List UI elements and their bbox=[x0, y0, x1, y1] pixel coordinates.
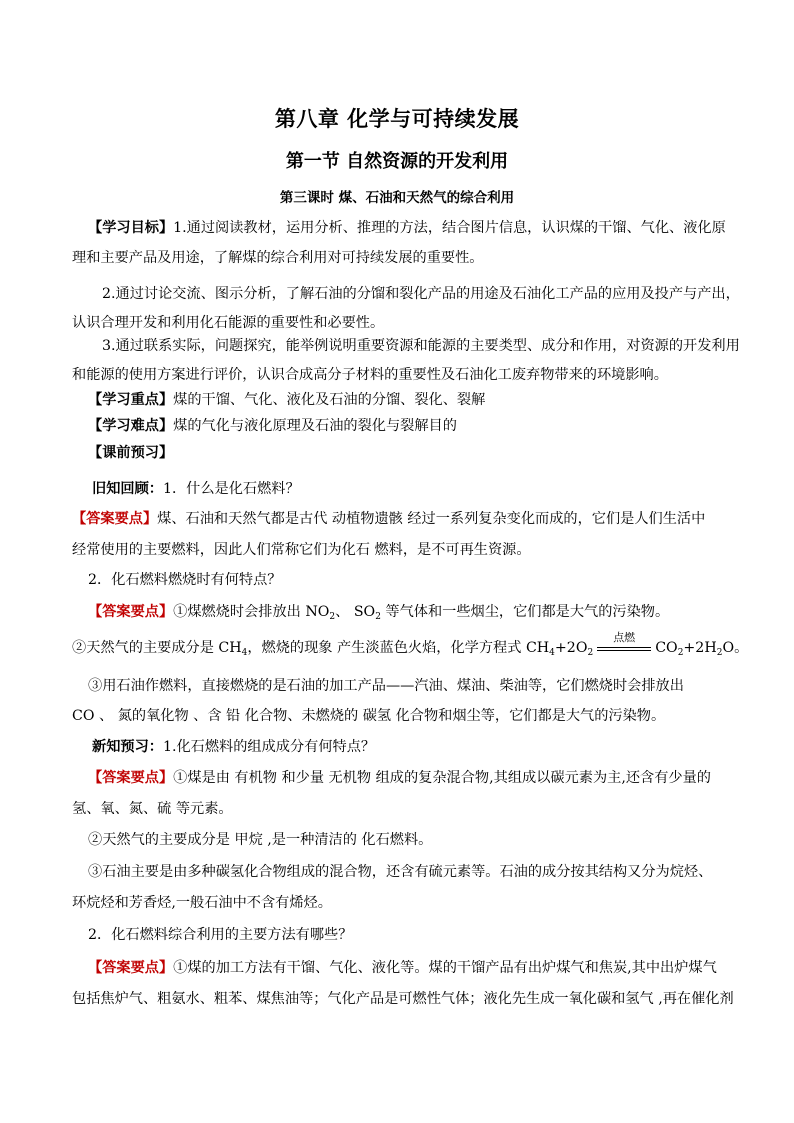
text-span: 、 SO bbox=[335, 604, 376, 620]
answer-label: 【答案要点】 bbox=[88, 770, 174, 786]
review-q1 bbox=[92, 479, 752, 499]
subscript: 2 bbox=[716, 648, 723, 658]
difficult-text: 煤的气化与液化原理及石油的裂化与裂解目的 bbox=[173, 418, 457, 434]
objectives-line-6: 和能源的使用方案进行评价，认识合成高分子材料的重要性及石油化工废弃物带来的环境影响。 bbox=[72, 367, 668, 383]
newknow-a3-line-1: ③石油主要是由多种碳氢化合物组成的混合物，还含有硫元素等。石油的成分按其结构又分为烷烃、 bbox=[88, 864, 713, 880]
review-a1-line-1 bbox=[72, 509, 732, 529]
newknow-a1-text: ①煤是由 有机物 和少量 无机物 组成的复杂混合物,其组成以碳元素为主,还含有少量的 bbox=[173, 770, 711, 786]
preview-heading: 【课前预习】 bbox=[88, 445, 174, 461]
subscript: 2 bbox=[375, 612, 381, 622]
text-span: ②天然气的主要成分是 CH bbox=[72, 640, 242, 656]
review-q2: 2．化石燃料燃烧时有何特点？ bbox=[88, 572, 282, 588]
text-span: O。 bbox=[722, 640, 749, 656]
newknow-a1-line-1 bbox=[88, 768, 748, 788]
difficult-points bbox=[88, 416, 748, 436]
objectives-line-1 bbox=[88, 218, 748, 238]
answer-label: 【答案要点】 bbox=[72, 511, 158, 527]
objectives-line-3: 2.通过讨论交流、图示分析，了解石油的分馏和裂化产品的用途及石油化工产品的应用及投产与产出， bbox=[102, 286, 740, 302]
newknow-a4-line-2: 包括焦炉气、粗氨水、粗苯、煤焦油等；气化产品是可燃性气体；液化先生成一氧化碳和氢气 ,再在催化剂 bbox=[72, 991, 734, 1007]
answer-label: 【答案要点】 bbox=[88, 960, 174, 976]
newknow-q2: 2．化石燃料综合利用的主要方法有哪些？ bbox=[88, 927, 353, 943]
objectives-line-5: 3.通过联系实际，问题探究，能举例说明重要资源和能源的主要类型、成分和作用，对资源的开发利用 bbox=[102, 338, 740, 354]
text-span: ，燃烧的现象 产生淡蓝色火焰，化学方程式 CH bbox=[247, 640, 550, 656]
objectives-line-2: 理和主要产品及用途，了解煤的综合利用对可持续发展的重要性。 bbox=[72, 250, 484, 266]
difficult-label: 【学习难点】 bbox=[88, 418, 174, 434]
review-a2-line-1 bbox=[88, 602, 748, 622]
subscript: 4 bbox=[241, 648, 248, 658]
review-a2-line-3: ③用石油作燃料，直接燃烧的是石油的加工产品——汽油、煤油、柴油等，它们燃烧时会排放出 bbox=[88, 678, 684, 694]
text-span: CO bbox=[655, 640, 678, 656]
section-title: 第一节 自然资源的开发利用 bbox=[285, 151, 509, 172]
reaction-arrow-icon bbox=[595, 631, 653, 656]
text-span: +2H bbox=[683, 640, 717, 656]
text-span: ①煤燃烧时会排放出 NO bbox=[173, 604, 330, 620]
key-label: 【学习重点】 bbox=[88, 392, 174, 408]
newknow-label: 新知预习： bbox=[92, 739, 163, 755]
key-text: 煤的干馏、气化、液化及石油的分馏、裂化、裂解 bbox=[173, 392, 486, 408]
objectives-line-4: 认识合理开发和利用化石能源的重要性和必要性。 bbox=[72, 315, 385, 331]
key-points bbox=[88, 390, 748, 410]
subscript: 2 bbox=[587, 648, 594, 658]
lesson-title: 第三课时 煤、石油和天然气的综合利用 bbox=[279, 190, 515, 206]
objectives-label: 【学习目标】 bbox=[88, 220, 174, 236]
review-a1-text: 煤、石油和天然气都是古代 动植物遗骸 经过一系列复杂变化而成的，它们是人们生活中 bbox=[157, 511, 706, 527]
newknow-a4-line-1 bbox=[88, 958, 748, 978]
newknow-a4-text: ①煤的加工方法有干馏、气化、液化等。煤的干馏产品有出炉煤气和焦炭,其中出炉煤气 bbox=[173, 960, 717, 976]
text-span: 等气体和一些烟尘，它们都是大气的污染物。 bbox=[380, 604, 670, 620]
review-a2-line-2 bbox=[72, 631, 749, 658]
arrow-line bbox=[597, 647, 651, 648]
chapter-title: 第八章 化学与可持续发展 bbox=[274, 106, 520, 131]
newknow-q1-text: 1.化石燃料的组成成分有何特点？ bbox=[162, 739, 376, 755]
reaction-condition: 点燃 bbox=[613, 631, 636, 644]
answer-label: 【答案要点】 bbox=[88, 604, 174, 620]
review-a1-line-2: 经常使用的主要燃料，因此人们常称它们为化石 燃料，是不可再生资源。 bbox=[72, 542, 531, 558]
review-label: 旧知回顾： bbox=[92, 481, 163, 497]
newknow-a1-line-2: 氢、氧、氮、硫 等元素。 bbox=[72, 801, 233, 817]
newknow-a3-line-2: 环烷烃和芳香烃,一般石油中不含有烯烃。 bbox=[72, 895, 332, 911]
subscript: 2 bbox=[677, 648, 684, 658]
text-span: +2O bbox=[554, 640, 588, 656]
review-a2-line-4: CO 、 氮的氧化物 、含 铅 化合物、未燃烧的 碳氢 化合物和烟尘等，它们都是大气的污染物。 bbox=[72, 708, 666, 724]
newknow-a2: ②天然气的主要成分是 甲烷 ,是一种清洁的 化石燃料。 bbox=[88, 832, 433, 848]
newknow-q1 bbox=[92, 737, 752, 757]
subscript: 2 bbox=[329, 612, 336, 622]
review-q1-text: 1．什么是化石燃料？ bbox=[162, 481, 300, 497]
arrow-line bbox=[597, 650, 651, 651]
objectives-text: 1.通过阅读教材，运用分析、推理的方法，结合图片信息，认识煤的干馏、气化、液化原 bbox=[173, 220, 726, 236]
subscript: 4 bbox=[549, 648, 555, 658]
